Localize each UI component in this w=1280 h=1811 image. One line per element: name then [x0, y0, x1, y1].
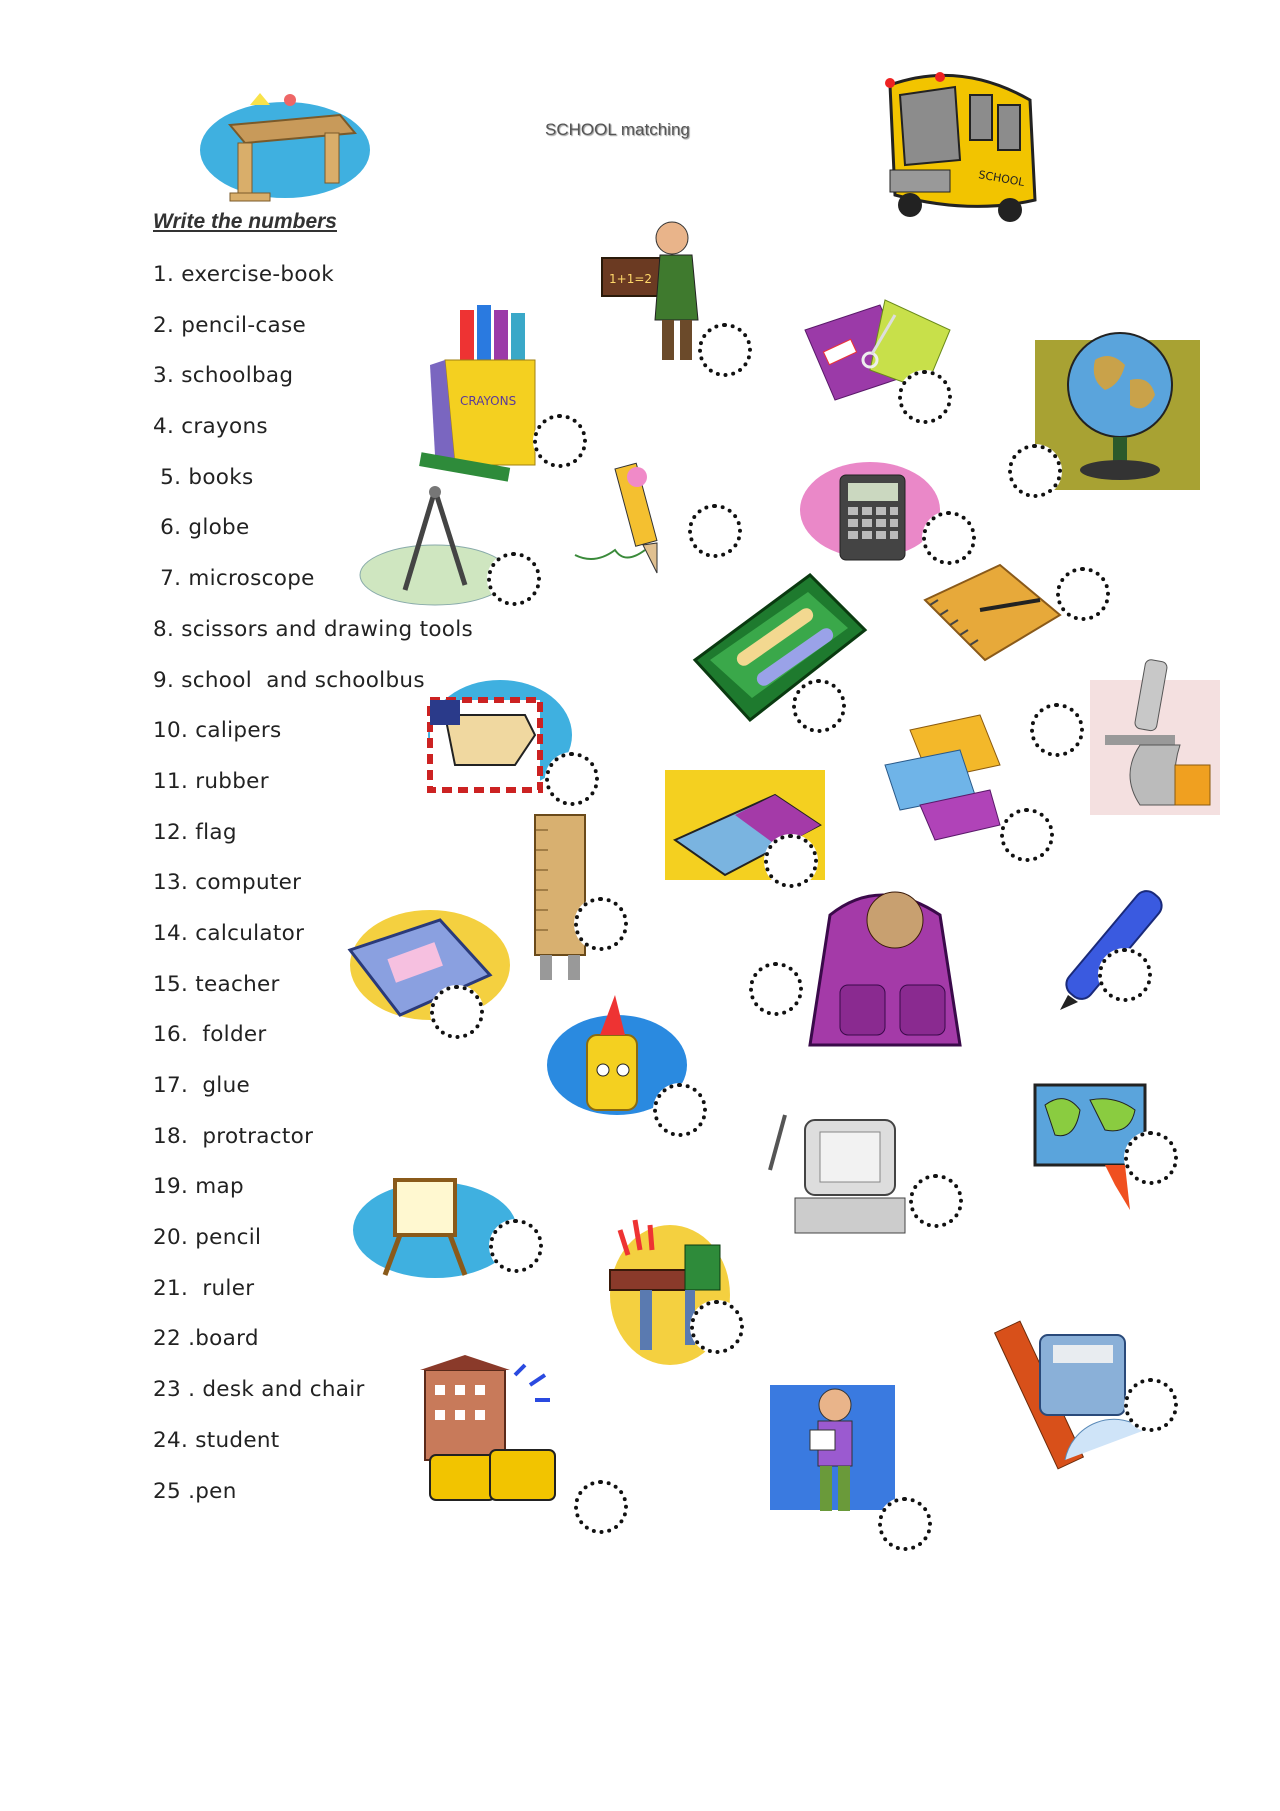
subtitle: Write the numbers	[153, 210, 337, 233]
student-picture	[770, 1375, 900, 1525]
answer-circle-glue[interactable]	[653, 1083, 707, 1137]
answer-circle-rubber[interactable]	[764, 834, 818, 888]
answer-circle-crayons[interactable]	[533, 414, 587, 468]
school-schoolbus-picture	[405, 1355, 575, 1515]
page-title: SCHOOL matching	[545, 120, 690, 139]
answer-circle-student[interactable]	[878, 1497, 932, 1551]
list-item: 1. exercise-book	[153, 262, 335, 287]
answer-circle-compass[interactable]	[487, 552, 541, 606]
list-item: 3. schoolbag	[153, 363, 294, 389]
list-item: 10. calipers	[153, 718, 282, 744]
answer-circle-microscope[interactable]	[1030, 703, 1084, 757]
answer-circle-globe[interactable]	[1008, 444, 1062, 498]
list-item: 23 . desk and chair	[153, 1377, 365, 1403]
board-picture	[350, 1165, 515, 1285]
answer-circle-computer[interactable]	[909, 1174, 963, 1228]
answer-circle-pen[interactable]	[1098, 948, 1152, 1002]
answer-circle-pencil-case[interactable]	[792, 679, 846, 733]
bus-sign-text: SCHOOL	[977, 168, 1026, 190]
list-item: 9. school and schoolbus	[153, 667, 425, 693]
answer-circle-schoolbag[interactable]	[749, 962, 803, 1016]
list-item: 19. map	[153, 1174, 244, 1200]
pencil-case-picture	[690, 570, 870, 745]
answer-circle-folder[interactable]	[430, 985, 484, 1039]
list-item: 5. books	[153, 464, 254, 490]
books-picture	[880, 710, 1020, 850]
list-item: 17. glue	[153, 1073, 251, 1098]
list-item: 13. computer	[153, 870, 302, 896]
answer-circle-board[interactable]	[489, 1219, 543, 1273]
answer-circle-flag[interactable]	[545, 752, 599, 806]
exercise-book-picture	[920, 560, 1070, 670]
computer-picture	[750, 1110, 920, 1240]
list-item: 20. pencil	[153, 1225, 262, 1251]
protractor-picture	[975, 1320, 1145, 1470]
schoolbag-picture	[790, 875, 980, 1060]
list-item: 2. pencil-case	[153, 312, 306, 338]
list-item: 25 .pen	[153, 1478, 237, 1504]
pencil-character-picture	[575, 455, 685, 585]
list-item: 6. globe	[153, 515, 250, 541]
list-item: 7. microscope	[153, 566, 315, 592]
answer-circle-scissors-tools[interactable]	[898, 370, 952, 424]
teacher-board-text: 1+1=2	[609, 272, 653, 286]
teacher-picture	[600, 210, 710, 370]
answer-circle-exercise-book[interactable]	[1056, 567, 1110, 621]
answer-circle-books[interactable]	[1000, 808, 1054, 862]
microscope-picture	[1070, 650, 1230, 820]
compass-picture	[355, 480, 505, 610]
answer-circle-pencil-character[interactable]	[688, 504, 742, 558]
answer-circle-desk-chair[interactable]	[690, 1300, 744, 1354]
list-item: 24. student	[153, 1427, 280, 1453]
desk-header-picture	[190, 85, 370, 210]
answer-circle-ruler-character[interactable]	[574, 897, 628, 951]
list-item: 15. teacher	[153, 971, 280, 997]
list-item: 14. calculator	[153, 920, 305, 946]
list-item: 11. rubber	[153, 768, 269, 794]
list-item: 12. flag	[153, 819, 237, 845]
list-item: 18. protractor	[153, 1123, 314, 1149]
answer-circle-teacher[interactable]	[698, 323, 752, 377]
answer-circle-map[interactable]	[1124, 1131, 1178, 1185]
list-item: 8. scissors and drawing tools	[153, 616, 473, 642]
list-item: 16. folder	[153, 1022, 267, 1048]
list-item: 22 .board	[153, 1326, 259, 1352]
crayons-picture	[425, 305, 555, 485]
school-bus-picture	[870, 65, 1045, 230]
crayons-box-text: CRAYONS	[460, 394, 517, 408]
answer-circle-protractor[interactable]	[1124, 1378, 1178, 1432]
list-item: 4. crayons	[153, 414, 268, 440]
answer-circle-calculator[interactable]	[922, 511, 976, 565]
answer-circle-school-schoolbus[interactable]	[574, 1480, 628, 1534]
list-item: 21. ruler	[153, 1275, 255, 1301]
